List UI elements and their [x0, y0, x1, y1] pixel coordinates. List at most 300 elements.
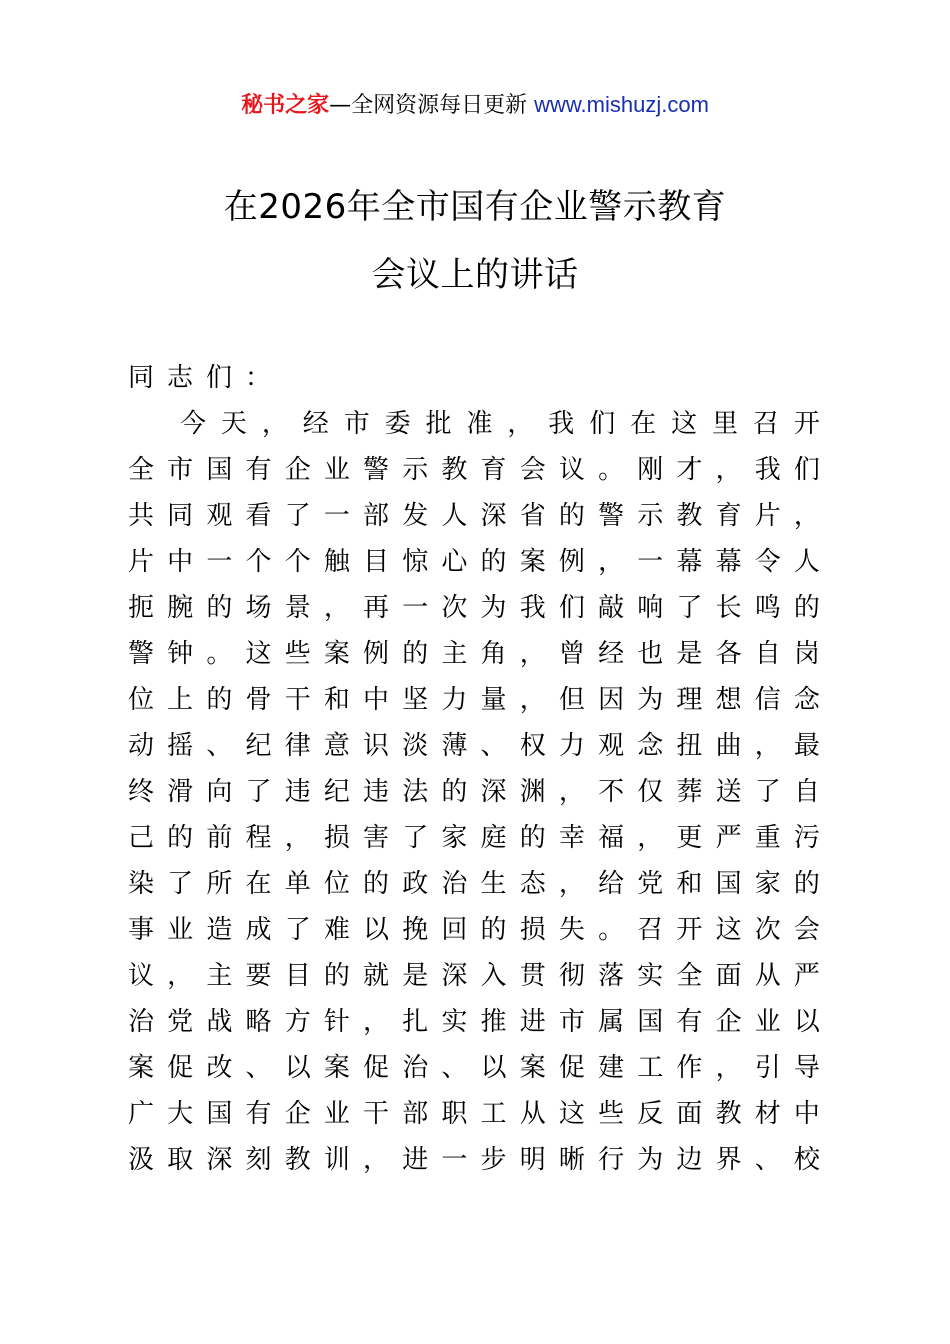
- text-char: 属: [598, 1007, 625, 1037]
- text-char: 行: [598, 1145, 625, 1175]
- text-char: 家: [754, 869, 781, 899]
- text-char: 部: [402, 1099, 429, 1129]
- text-char: 育: [480, 455, 507, 485]
- text-char: 企: [715, 1007, 742, 1037]
- text-char: 职: [441, 1099, 468, 1129]
- text-char: 治: [128, 1007, 155, 1037]
- paragraph-line: [128, 999, 820, 1045]
- text-char: 开: [793, 409, 820, 439]
- text-char: 我: [519, 593, 546, 623]
- text-char: 们: [793, 455, 820, 485]
- text-char: 和: [323, 685, 350, 715]
- paragraph-line: [128, 1091, 820, 1137]
- text-char: 警: [128, 639, 155, 669]
- text-char: 景: [284, 593, 311, 623]
- brand-name: 秘书之家: [241, 93, 330, 118]
- text-char: 曲: [715, 731, 742, 761]
- text-char: 法: [402, 777, 429, 807]
- text-char: 念: [637, 731, 664, 761]
- text-char: 幕: [715, 547, 742, 577]
- text-char: 中: [167, 547, 194, 577]
- text-char: 再: [363, 593, 390, 623]
- text-char: 也: [637, 639, 664, 669]
- text-char: 敲: [598, 593, 625, 623]
- text-char: 淡: [402, 731, 429, 761]
- text-char: 就: [363, 961, 390, 991]
- text-char: 想: [715, 685, 742, 715]
- text-char: 委: [384, 409, 411, 439]
- text-char: ，: [519, 639, 546, 669]
- text-char: 给: [598, 869, 625, 899]
- text-char: 国: [206, 455, 233, 485]
- text-char: 案: [128, 1053, 155, 1083]
- text-char: 取: [167, 1145, 194, 1175]
- header-tagline: —全网资源每日更新: [329, 93, 535, 118]
- text-char: 回: [441, 915, 468, 945]
- text-char: ，: [558, 869, 585, 899]
- text-char: 曾: [558, 639, 585, 669]
- text-char: 观: [206, 501, 233, 531]
- text-char: 经: [302, 409, 329, 439]
- text-char: 们: [558, 593, 585, 623]
- text-char: 今: [180, 409, 207, 439]
- text-char: 己: [128, 823, 155, 853]
- text-char: ，: [261, 409, 288, 439]
- text-char: 明: [519, 1145, 546, 1175]
- text-char: 造: [206, 915, 233, 945]
- text-char: 省: [519, 501, 546, 531]
- text-char: 业: [323, 455, 350, 485]
- text-char: 了: [402, 823, 429, 853]
- text-char: 中: [793, 1099, 820, 1129]
- text-char: 的: [363, 869, 390, 899]
- text-char: ，: [793, 501, 820, 531]
- text-char: ，: [284, 823, 311, 853]
- text-char: 面: [715, 961, 742, 991]
- text-char: 令: [754, 547, 781, 577]
- paragraph-line: [128, 493, 820, 539]
- text-char: 。: [598, 455, 625, 485]
- text-char: 实: [637, 961, 664, 991]
- text-char: 市: [343, 409, 370, 439]
- text-char: 以: [363, 915, 390, 945]
- text-char: ：: [245, 363, 272, 393]
- text-char: 权: [519, 731, 546, 761]
- text-char: 片: [128, 547, 155, 577]
- text-char: 的: [206, 685, 233, 715]
- text-char: 心: [441, 547, 468, 577]
- text-char: 、: [480, 731, 507, 761]
- text-char: 因: [598, 685, 625, 715]
- text-char: 薄: [441, 731, 468, 761]
- text-char: 量: [480, 685, 507, 715]
- text-char: 里: [711, 409, 738, 439]
- text-char: 主: [206, 961, 233, 991]
- text-char: 促: [167, 1053, 194, 1083]
- text-char: ，: [323, 593, 350, 623]
- text-char: 政: [402, 869, 429, 899]
- text-char: 坚: [402, 685, 429, 715]
- text-char: 经: [598, 639, 625, 669]
- text-char: 议: [558, 455, 585, 485]
- text-char: 有: [676, 1007, 703, 1037]
- text-char: 了: [754, 777, 781, 807]
- text-char: 信: [754, 685, 781, 715]
- text-char: 步: [480, 1145, 507, 1175]
- text-char: 批: [425, 409, 452, 439]
- text-char: 全: [676, 961, 703, 991]
- site-url-link[interactable]: www.mishuzj.com: [534, 92, 709, 117]
- paragraph-line: [128, 723, 820, 769]
- text-char: 我: [548, 409, 575, 439]
- text-char: 念: [793, 685, 820, 715]
- text-char: 从: [519, 1099, 546, 1129]
- text-char: 汲: [128, 1145, 155, 1175]
- text-char: 进: [402, 1145, 429, 1175]
- paragraph-line: [128, 447, 820, 493]
- text-char: 次: [754, 915, 781, 945]
- text-char: 纪: [245, 731, 272, 761]
- text-char: 材: [754, 1099, 781, 1129]
- paragraph-line: [128, 1137, 820, 1183]
- text-char: 家: [441, 823, 468, 853]
- text-char: 治: [441, 869, 468, 899]
- text-char: ，: [558, 777, 585, 807]
- text-char: 的: [480, 547, 507, 577]
- text-char: 业: [323, 1099, 350, 1129]
- text-char: 晰: [558, 1145, 585, 1175]
- text-char: 改: [206, 1053, 233, 1083]
- text-char: 刻: [245, 1145, 272, 1175]
- text-char: ，: [519, 685, 546, 715]
- text-char: 位: [128, 685, 155, 715]
- text-char: 为: [637, 685, 664, 715]
- text-char: 国: [637, 1007, 664, 1037]
- text-char: 看: [245, 501, 272, 531]
- text-char: 从: [754, 961, 781, 991]
- text-char: 这: [558, 1099, 585, 1129]
- text-char: 触: [323, 547, 350, 577]
- text-char: 所: [206, 869, 233, 899]
- text-char: 些: [598, 1099, 625, 1129]
- text-char: 。: [598, 915, 625, 945]
- text-char: 岗: [793, 639, 820, 669]
- document-title-line-2: 会议上的讲话: [371, 255, 579, 295]
- text-char: 滑: [167, 777, 194, 807]
- text-char: 引: [754, 1053, 781, 1083]
- document-title-line-1: 在2026年全市国有企业警示教育: [223, 187, 727, 227]
- text-char: 严: [793, 961, 820, 991]
- text-char: 面: [676, 1099, 703, 1129]
- text-char: 反: [637, 1099, 664, 1129]
- text-char: 党: [637, 869, 664, 899]
- text-char: 了: [167, 869, 194, 899]
- text-char: 案: [519, 1053, 546, 1083]
- text-char: 一: [441, 1145, 468, 1175]
- text-char: 大: [167, 1099, 194, 1129]
- site-header: [0, 88, 950, 123]
- text-char: 进: [519, 1007, 546, 1037]
- text-char: 警: [363, 455, 390, 485]
- text-char: 战: [206, 1007, 233, 1037]
- text-char: 渊: [519, 777, 546, 807]
- text-char: 业: [754, 1007, 781, 1037]
- text-char: 是: [402, 961, 429, 991]
- text-char: 上: [167, 685, 194, 715]
- text-char: 、: [245, 1053, 272, 1083]
- text-char: 和: [676, 869, 703, 899]
- text-char: 损: [519, 915, 546, 945]
- text-char: ，: [363, 1145, 390, 1175]
- text-char: 识: [363, 731, 390, 761]
- text-char: 场: [245, 593, 272, 623]
- text-char: 入: [480, 961, 507, 991]
- text-char: 角: [480, 639, 507, 669]
- text-char: 福: [598, 823, 625, 853]
- text-char: 同: [128, 363, 155, 393]
- text-char: 、: [441, 1053, 468, 1083]
- text-char: 主: [441, 639, 468, 669]
- text-char: 动: [128, 731, 155, 761]
- text-char: 业: [167, 915, 194, 945]
- text-char: 建: [598, 1053, 625, 1083]
- text-char: 庭: [480, 823, 507, 853]
- text-char: 市: [558, 1007, 585, 1037]
- paragraph-line: [128, 907, 820, 953]
- text-char: 位: [323, 869, 350, 899]
- text-char: 工: [480, 1099, 507, 1129]
- text-char: 了: [245, 777, 272, 807]
- paragraph-line: [128, 401, 820, 447]
- text-char: 工: [637, 1053, 664, 1083]
- text-char: 这: [715, 915, 742, 945]
- text-char: 国: [715, 869, 742, 899]
- text-char: 同: [167, 501, 194, 531]
- text-char: 扎: [402, 1007, 429, 1037]
- text-char: 理: [676, 685, 703, 715]
- text-char: 惊: [402, 547, 429, 577]
- text-char: 力: [441, 685, 468, 715]
- text-char: 部: [363, 501, 390, 531]
- text-char: 案: [323, 639, 350, 669]
- text-char: 教: [715, 1099, 742, 1129]
- text-char: 意: [323, 731, 350, 761]
- text-char: 深: [480, 777, 507, 807]
- text-char: 送: [715, 777, 742, 807]
- text-char: 一: [206, 547, 233, 577]
- text-char: 前: [206, 823, 233, 853]
- text-char: 了: [284, 501, 311, 531]
- text-char: 力: [558, 731, 585, 761]
- text-char: 观: [598, 731, 625, 761]
- text-char: 方: [284, 1007, 311, 1037]
- text-char: 在: [630, 409, 657, 439]
- text-char: 贯: [519, 961, 546, 991]
- text-char: 党: [167, 1007, 194, 1037]
- text-char: 案: [519, 547, 546, 577]
- text-char: ，: [637, 823, 664, 853]
- text-char: 程: [245, 823, 272, 853]
- text-char: 腕: [167, 593, 194, 623]
- text-char: 染: [128, 869, 155, 899]
- text-char: 推: [480, 1007, 507, 1037]
- paragraph-line: [128, 539, 820, 585]
- text-char: 目: [363, 547, 390, 577]
- text-char: 扭: [676, 731, 703, 761]
- text-char: 律: [284, 731, 311, 761]
- text-char: 教: [441, 455, 468, 485]
- text-char: 的: [402, 639, 429, 669]
- text-char: 这: [245, 639, 272, 669]
- text-char: 要: [245, 961, 272, 991]
- text-char: 事: [128, 915, 155, 945]
- text-char: 以: [793, 1007, 820, 1037]
- text-char: 一: [637, 547, 664, 577]
- text-char: 市: [167, 455, 194, 485]
- text-char: 共: [128, 501, 155, 531]
- text-char: 摇: [167, 731, 194, 761]
- text-char: 鸣: [754, 593, 781, 623]
- text-char: 重: [754, 823, 781, 853]
- text-char: 扼: [128, 593, 155, 623]
- text-char: 一: [402, 593, 429, 623]
- text-char: 的: [167, 823, 194, 853]
- text-char: 污: [793, 823, 820, 853]
- text-char: 个: [284, 547, 311, 577]
- text-char: ，: [507, 409, 534, 439]
- text-char: ，: [363, 1007, 390, 1037]
- text-char: 个: [245, 547, 272, 577]
- paragraph-line: [128, 585, 820, 631]
- text-char: 、: [754, 1145, 781, 1175]
- text-char: 例: [558, 547, 585, 577]
- text-char: 国: [206, 1099, 233, 1129]
- text-char: ，: [754, 731, 781, 761]
- text-char: 案: [323, 1053, 350, 1083]
- text-char: 作: [676, 1053, 703, 1083]
- text-char: 仅: [637, 777, 664, 807]
- text-char: 的: [793, 593, 820, 623]
- text-char: 为: [637, 1145, 664, 1175]
- text-char: 召: [752, 409, 779, 439]
- text-char: 中: [363, 685, 390, 715]
- paragraph-line: [128, 1045, 820, 1091]
- text-char: 单: [284, 869, 311, 899]
- text-char: 天: [220, 409, 247, 439]
- text-char: 志: [167, 363, 194, 393]
- text-char: 人: [793, 547, 820, 577]
- text-char: ，: [167, 961, 194, 991]
- text-char: 的: [206, 593, 233, 623]
- text-char: ，: [715, 1053, 742, 1083]
- text-char: 警: [598, 501, 625, 531]
- paragraph-line: [128, 815, 820, 861]
- text-char: 企: [284, 455, 311, 485]
- text-char: 边: [676, 1145, 703, 1175]
- body-paragraph: [128, 401, 820, 1183]
- text-char: 以: [284, 1053, 311, 1083]
- text-char: 违: [363, 777, 390, 807]
- text-char: 违: [284, 777, 311, 807]
- text-char: 成: [245, 915, 272, 945]
- text-char: 的: [519, 823, 546, 853]
- text-char: 全: [128, 455, 155, 485]
- text-char: 以: [480, 1053, 507, 1083]
- text-char: 些: [284, 639, 311, 669]
- text-char: 各: [715, 639, 742, 669]
- text-char: 会: [793, 915, 820, 945]
- text-char: 教: [284, 1145, 311, 1175]
- text-char: 的: [441, 777, 468, 807]
- text-char: 片: [754, 501, 781, 531]
- text-char: 向: [206, 777, 233, 807]
- text-char: 召: [637, 915, 664, 945]
- paragraph-line: [128, 677, 820, 723]
- text-char: 会: [519, 455, 546, 485]
- text-char: 育: [715, 501, 742, 531]
- text-char: 葬: [676, 777, 703, 807]
- text-char: 不: [598, 777, 625, 807]
- text-char: 人: [441, 501, 468, 531]
- text-char: 略: [245, 1007, 272, 1037]
- text-char: 干: [363, 1099, 390, 1129]
- text-char: 发: [402, 501, 429, 531]
- text-char: 例: [363, 639, 390, 669]
- text-char: 长: [715, 593, 742, 623]
- text-char: 纪: [323, 777, 350, 807]
- text-char: 一: [323, 501, 350, 531]
- text-char: 深: [206, 1145, 233, 1175]
- text-char: 深: [441, 961, 468, 991]
- text-char: 但: [558, 685, 585, 715]
- text-char: 干: [284, 685, 311, 715]
- text-char: 示: [402, 455, 429, 485]
- text-char: 有: [245, 1099, 272, 1129]
- text-char: 骨: [245, 685, 272, 715]
- text-char: 教: [676, 501, 703, 531]
- text-char: 开: [676, 915, 703, 945]
- paragraph-line: [128, 953, 820, 999]
- text-char: 训: [323, 1145, 350, 1175]
- text-char: 彻: [558, 961, 585, 991]
- text-char: ，: [598, 547, 625, 577]
- text-char: 的: [558, 501, 585, 531]
- text-char: 。: [206, 639, 233, 669]
- text-char: 是: [676, 639, 703, 669]
- text-char: 失: [558, 915, 585, 945]
- text-char: 针: [323, 1007, 350, 1037]
- text-char: 导: [793, 1053, 820, 1083]
- paragraph-line: [128, 861, 820, 907]
- text-char: 刚: [637, 455, 664, 485]
- text-char: 治: [402, 1053, 429, 1083]
- text-char: 为: [480, 593, 507, 623]
- text-char: 响: [637, 593, 664, 623]
- salutation: [128, 355, 271, 401]
- text-char: 促: [558, 1053, 585, 1083]
- text-char: 自: [754, 639, 781, 669]
- text-char: 这: [671, 409, 698, 439]
- text-char: 有: [245, 455, 272, 485]
- text-char: 我: [754, 455, 781, 485]
- text-char: 难: [323, 915, 350, 945]
- text-char: 了: [284, 915, 311, 945]
- text-char: 最: [793, 731, 820, 761]
- text-char: 广: [128, 1099, 155, 1129]
- text-char: 们: [589, 409, 616, 439]
- text-char: 深: [480, 501, 507, 531]
- text-char: 议: [128, 961, 155, 991]
